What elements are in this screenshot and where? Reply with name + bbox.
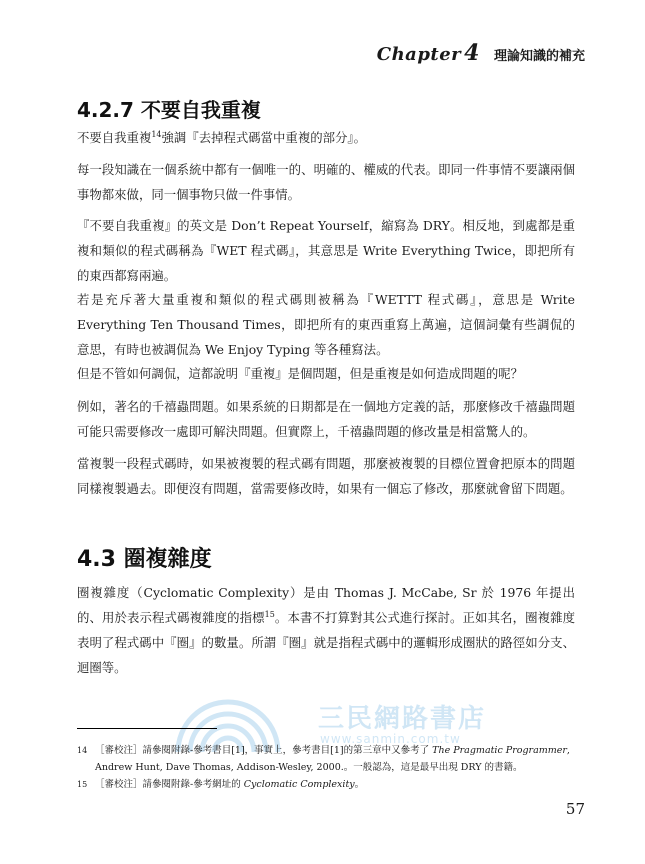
- book-title: The Pragmatic Programmer: [432, 745, 567, 756]
- paragraph-6: 例如，著名的千禧蟲問題。如果系統的日期都是在一個地方定義的話，那麼修改千禧蟲問題可能只需要修改一處即可解決問題。但實際上，千禧蟲問題的修改量是相當驚人的。: [77, 399, 575, 439]
- paragraph-3: 『不要自我重複』的英文是 Don’t Repeat Yourself，縮寫為 DRY。相反地，到處都是重複和類似的程式碼稱為『WET 程式碼』，其意思是 Write Everything Twice，即把所有的東西都寫兩遍。: [77, 218, 575, 283]
- watermark-text: 三民網路書店: [318, 704, 487, 734]
- paragraph-1: 不要自我重複$^{14}$強調『去掉程式碼當中重複的部分』。: [77, 129, 366, 145]
- section-heading-4-2-7: 4.2.7 不要自我重複: [77, 98, 261, 122]
- page-number: 57: [565, 800, 585, 818]
- paragraph-5: 但是不管如何調侃，這都說明『重複』是個問題，但是重複是如何造成問題的呢？: [77, 366, 524, 381]
- footnote-number: 15: [77, 780, 88, 789]
- chapter-number: 4: [464, 40, 480, 66]
- footnote-14: 14 ［審校注］請參閱附錄-參考書目[1]，事實上，參考書目[1]的第三章中又參考了 The Pragmatic Programmer, Andrew Hunt, Dave Thomas, Addison-Wesley, 2000.。一般認為，這是最早出現 DRY 的書籍。: [77, 742, 577, 776]
- footnote-ref-14: 14: [151, 129, 162, 139]
- footnote-divider: [77, 728, 217, 729]
- section-heading-4-3: 4.3 圈複雜度: [77, 547, 212, 572]
- running-header: [377, 40, 585, 66]
- paragraph-7: 當複製一段程式碼時，如果被複製的程式碼有問題，那麼被複製的目標位置會把原本的問題同樣複製過去。即便沒有問題，當需要修改時，如果有一個忘了修改，那麼就會留下問題。: [77, 456, 575, 496]
- chapter-title: 理論知識的補充: [493, 49, 585, 64]
- paragraph-2: 每一段知識在一個系統中都有一個唯一的、明確的、權威的代表。即同一件事情不要讓兩個事物都來做，同一個事物只做一件事情。: [77, 162, 575, 202]
- watermark-url: www.sanmin.com.tw: [320, 732, 461, 746]
- reference-title: Cyclomatic Complexity: [243, 779, 355, 790]
- paragraph-4: 若是充斥著大量重複和類似的程式碼則被稱為『WETTT 程式碼』，意思是 Write Everything Ten Thousand Times，即把所有的東西重寫上萬遍，這個詞彙有些調侃的意思，有時也被調侃為 We Enjoy Typing 等各種寫法。: [77, 292, 575, 357]
- footnote-ref-15: 15: [264, 609, 275, 619]
- paragraph-8: 圈複雜度（Cyclomatic Complexity）是由 Thomas J. McCabe, Sr 於 1976 年提出的、用於表示程式碼複雜度的指標$^{15}$。本書不打算對其公式進行探討。正如其名，圈複雜度表明了程式碼中『圈』的數量。所謂『圈』就是指程式碼中的邏輯形成圈狀的路徑如分支、迴圈等。: [77, 585, 576, 675]
- footnote-number: 14: [77, 746, 88, 755]
- footnote-15: 15 ［審校注］請參閱附錄-參考網址的 Cyclomatic Complexity。: [77, 776, 577, 793]
- chapter-label: Chapter 4: [376, 40, 480, 66]
